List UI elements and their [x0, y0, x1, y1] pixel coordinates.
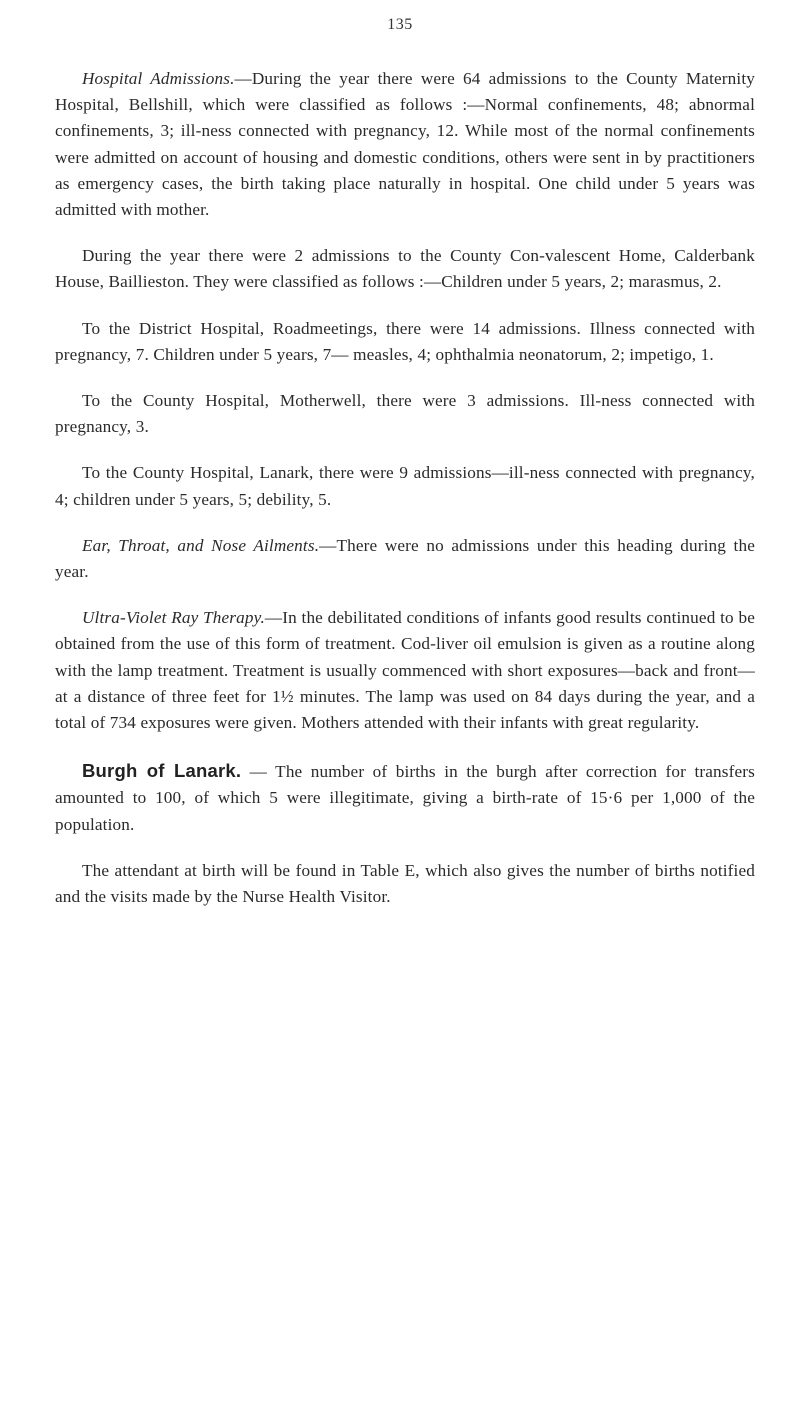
heading-hospital-admissions: Hospital Admissions. [82, 69, 235, 88]
paragraph-hospital-admissions [55, 66, 755, 223]
page-content [55, 66, 755, 930]
paragraph-district-hospital [55, 316, 755, 368]
body-motherwell-hospital: To the County Hospital, Motherwell, there were 3 admissions. Ill-ness connected with pregnancy, 3. [55, 391, 755, 437]
heading-ent-ailments: Ear, Throat, and Nose Ailments. [82, 535, 320, 555]
paragraph-motherwell-hospital [55, 388, 755, 440]
paragraph-lanark-hospital [55, 460, 755, 512]
body-convalescent-home: During the year there were 2 admissions to the County Con-valescent Home, Calderbank House, Baillieston. They were classified as follows :—Children under 5 years, 2; marasmus, 2. [55, 246, 755, 292]
heading-ultra-violet: Ultra-Violet Ray Therapy. [82, 608, 265, 628]
body-ultra-violet: —In the debilitated conditions of infants good results continued to be obtained from the use of this form of treatment. Cod-liver oil emulsion is given as a routine along with the lamp treatment. Treatment is usually commenced with short exposures—back and front—at a distance of three feet for 1½ minutes. The lamp was used on 84 days during the year, and a total of 734 exposures were given. Mothers attended with their infants with great regularity. [55, 608, 755, 733]
body-hospital-admissions: —During the year there were 64 admissions to the County Maternity Hospital, Bellshill, which were classified as follows :—Normal confinements, 48; abnormal confinements, 3; ill-ness connected with pregnancy, 12. While most of the normal confinements were admitted on account of housing and domestic conditions, others were sent in by practitioners as emergency cases, the birth taking place naturally in hospital. One child under 5 years was admitted with mother. [55, 69, 755, 220]
body-district-hospital: To the District Hospital, Roadmeetings, there were 14 admissions. Illness connected with pregnancy, 7. Children under 5 years, 7— measles, 4; ophthalmia neonatorum, 2; impetigo, 1. [55, 318, 755, 364]
paragraph-ultra-violet [55, 605, 755, 736]
body-burgh-of-lanark: — The number of births in the burgh after correction for transfers amounted to 100, of which 5 were illegitimate, giving a birth-rate of 15·6 per 1,000 of the population. [55, 762, 755, 834]
paragraph-convalescent-home [55, 243, 755, 295]
heading-burgh-of-lanark: Burgh of Lanark. [82, 760, 242, 782]
paragraph-attendant-at-birth [55, 858, 755, 910]
paragraph-burgh-of-lanark [55, 758, 755, 838]
page-number: 135 [387, 16, 413, 33]
body-lanark-hospital: To the County Hospital, Lanark, there were 9 admissions—ill-ness connected with pregnancy, 4; children under 5 years, 5; debility, 5. [55, 463, 755, 509]
paragraph-ent-ailments [55, 533, 755, 585]
body-attendant-at-birth: The attendant at birth will be found in Table E, which also gives the number of births notified and the visits made by the Nurse Health Visitor. [55, 860, 755, 907]
body-ent-ailments: —There were no admissions under this heading during the year. [55, 535, 755, 582]
